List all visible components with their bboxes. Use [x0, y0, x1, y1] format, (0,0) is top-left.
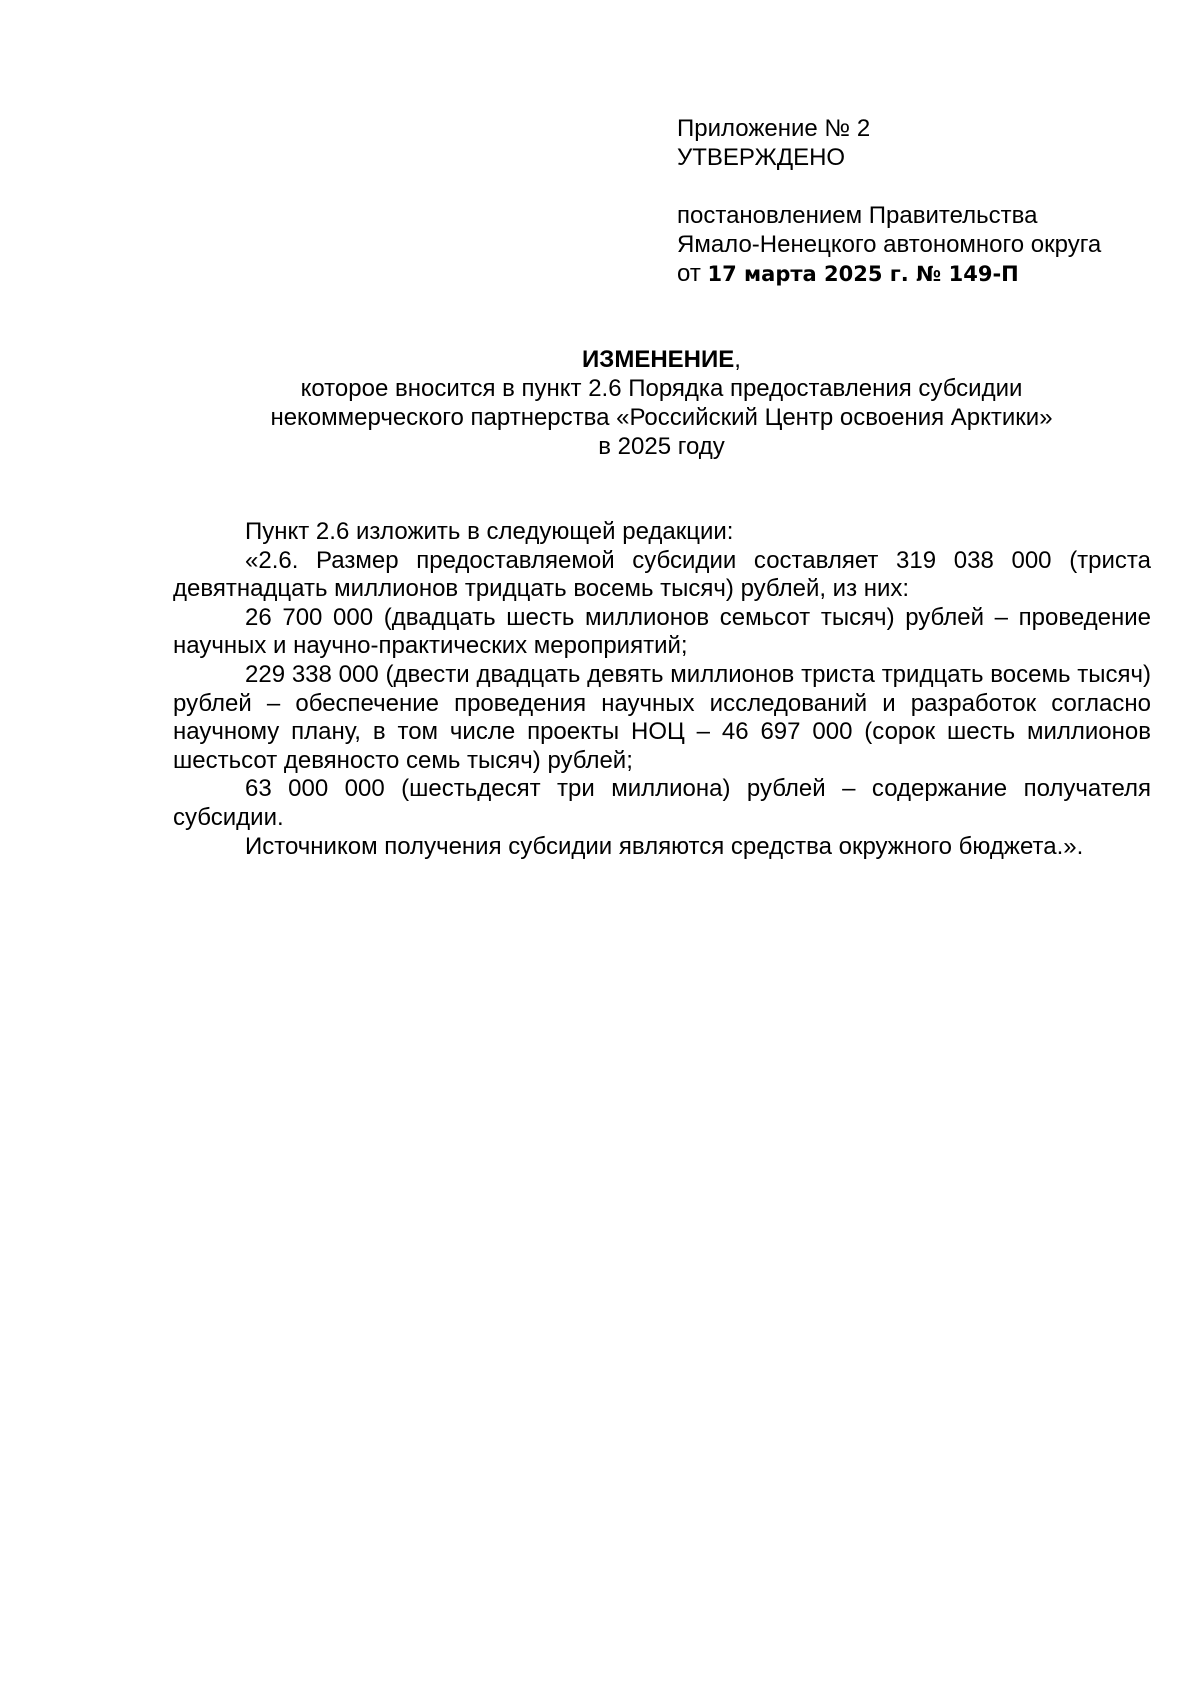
document-body [173, 518, 1151, 861]
title-heading-line [170, 345, 1153, 374]
title-heading-punct: , [734, 346, 741, 373]
decree-reference: 17 марта 2025 г. № 149-П [707, 262, 1019, 286]
title-heading: ИЗМЕНЕНИЕ [582, 346, 735, 373]
body-paragraph-subsidy-total: «2.6. Размер предоставляемой субсидии составляет 319 038 000 (триста девятнадцать миллионов тридцать восемь тысяч) рублей, из них: [173, 546, 1151, 603]
body-paragraph-events: 26 700 000 (двадцать шесть миллионов семьсот тысяч) рублей – проведение научных и научно-практических мероприятий; [173, 603, 1151, 660]
approval-stamp: УТВЕРЖДЕНО [677, 144, 846, 171]
body-paragraph-source: Источником получения субсидии являются средства окружного бюджета.». [245, 832, 1084, 860]
body-paragraph-maintenance: 63 000 000 (шестьдесят три миллиона) рублей – содержание получателя субсидии. [173, 775, 1151, 831]
title-line-1: которое вносится в пункт 2.6 Порядка предоставления субсидии [300, 375, 1023, 402]
date-prefix: от [677, 260, 701, 287]
body-paragraph-research: 229 338 000 (двести двадцать девять миллионов триста тридцать восемь тысяч) рублей – обеспечение проведения научных исследований и разработок согласно научному плану, в том числе проекты НОЦ – 46 697 000 (сорок шесть миллионов шестьсот девяносто семь тысяч) рублей; [173, 660, 1151, 774]
document-title [170, 345, 1153, 461]
approval-spacer [677, 172, 1157, 201]
decree-date-line [677, 259, 1157, 289]
appendix-number: Приложение № 2 [677, 115, 871, 142]
body-paragraph-intro: Пункт 2.6 изложить в следующей редакции: [245, 518, 734, 545]
title-line-2: некоммерческого партнерства «Российский Центр освоения Арктики» [270, 404, 1053, 431]
issuer-line-1: постановлением Правительства [677, 202, 1038, 229]
issuer-line-2: Ямало-Ненецкого автономного округа [677, 231, 1102, 258]
approval-block [677, 114, 1157, 289]
title-line-3: в 2025 году [598, 433, 725, 460]
